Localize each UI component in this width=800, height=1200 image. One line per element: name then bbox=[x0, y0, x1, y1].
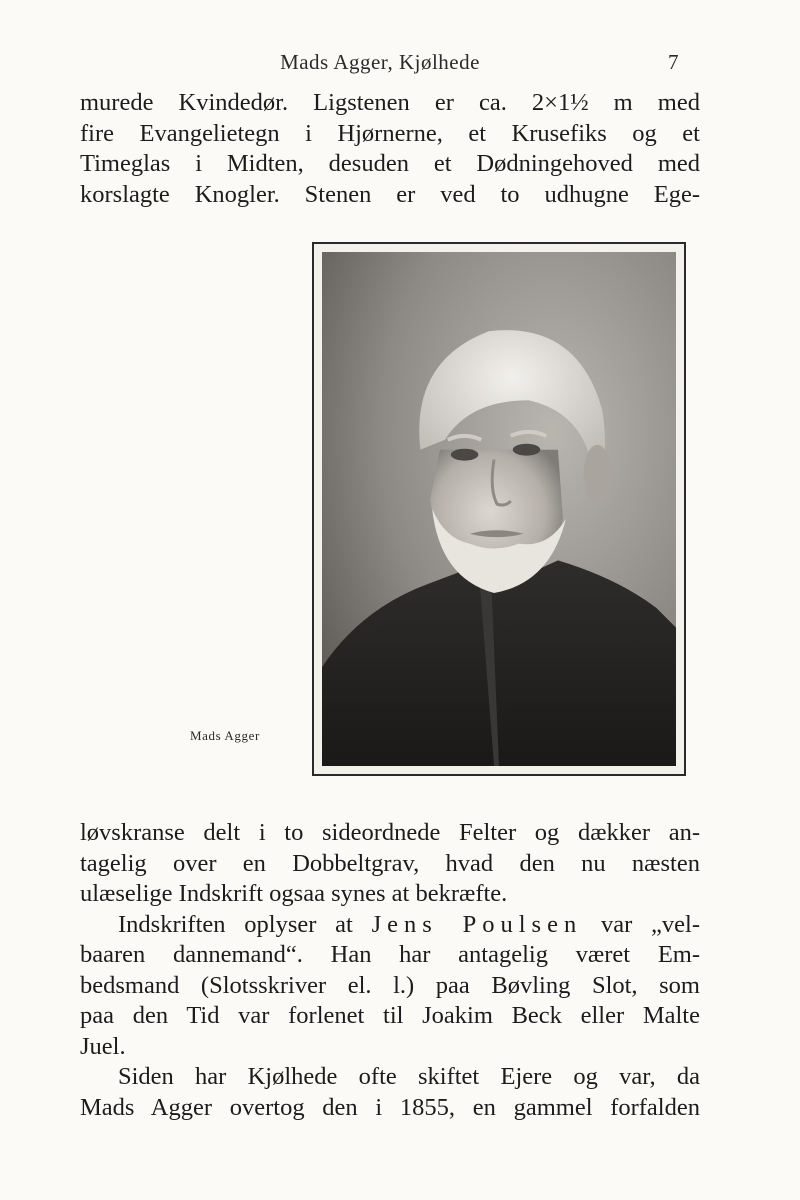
spaced-name: Jens Poulsen bbox=[371, 910, 583, 938]
text-line: Mads Agger overtog den i 1855, en gammel forfalden bbox=[80, 1093, 700, 1121]
text-line: løvskranse delt i to sideordnede Felter og dækker an- bbox=[80, 819, 700, 846]
text-line: murede Kvindedør. Ligstenen er ca. 2×1½ m med bbox=[80, 89, 700, 116]
text-line bbox=[80, 910, 700, 941]
text-line: tagelig over en Dobbeltgrav, hvad den nu næsten bbox=[80, 849, 700, 877]
text-line: ulæselige Indskrift ogsaa synes at bekræfte. bbox=[80, 880, 508, 907]
text-line: Juel. bbox=[80, 1032, 126, 1060]
text-line: baaren dannemand“. Han har antagelig været Em- bbox=[80, 941, 700, 968]
body-text-top bbox=[80, 88, 700, 210]
text-run: Indskriften oplyser at bbox=[118, 910, 353, 938]
figure-caption: Mads Agger bbox=[190, 728, 260, 743]
text-line: fire Evangelietegn i Hjørnerne, et Krusefiks og et bbox=[80, 119, 700, 147]
portrait-photo bbox=[322, 252, 676, 766]
text-line: paa den Tid var forlenet til Joakim Beck eller Malte bbox=[80, 1002, 700, 1029]
text-line: korslagte Knogler. Stenen er ved to udhugne Ege- bbox=[80, 180, 700, 208]
portrait-image bbox=[322, 252, 676, 766]
text-run: var „vel- bbox=[600, 910, 701, 938]
text-line: bedsmand (Slotsskriver el. l.) paa Bøvling Slot, som bbox=[80, 971, 700, 999]
text-line: Siden har Kjølhede ofte skiftet Ejere og var, da bbox=[118, 1063, 700, 1090]
running-head bbox=[0, 50, 800, 80]
text-line: Timeglas i Midten, desuden et Dødningehoved med bbox=[80, 150, 700, 177]
body-text-bottom bbox=[80, 818, 700, 1123]
running-title: Mads Agger, Kjølhede bbox=[280, 50, 480, 74]
page-number: 7 bbox=[668, 50, 679, 74]
portrait-figure bbox=[312, 242, 686, 776]
